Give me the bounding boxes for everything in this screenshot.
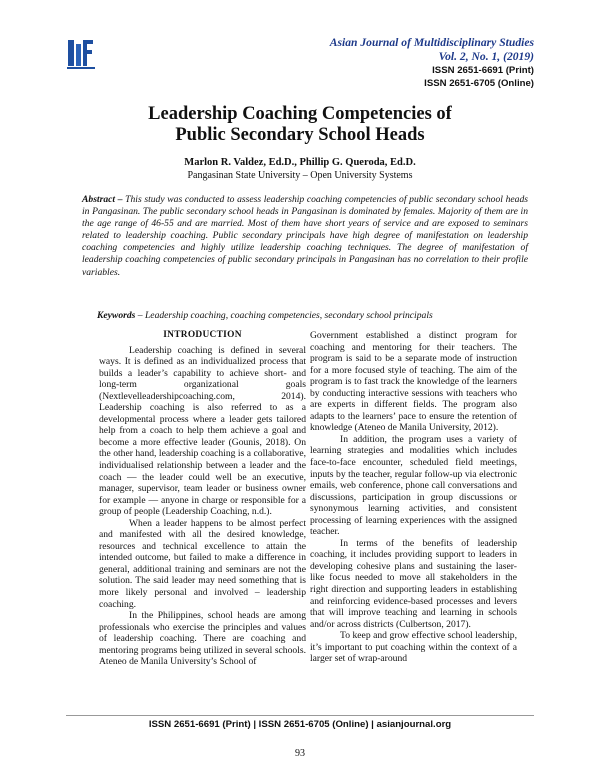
paragraph: In addition, the program uses a variety of learning strategies and modalities which includes face-to-face encounter, scheduled field meetings, inputs by the teacher, regular follow-up via electronic emails, web conference, phone call conversations and discussions, participation in group discussions or synonymous learning activities, and consistent processing of learning experiences with the assigned teacher. (310, 433, 517, 538)
journal-name: Asian Journal of Multidisciplinary Studies (329, 36, 534, 49)
paper-title-line-1: Leadership Coaching Competencies of (148, 104, 452, 124)
page-number: 93 (295, 748, 305, 759)
paragraph: When a leader happens to be almost perfect and manifested with all the desired knowledge, resources and technical excellence to attain the intended outcome, but failed to make a difference in general, additional training and seminars are not the solution. The said leader may need something that is more likely personal and involved – leadership coaching. (99, 517, 306, 610)
journal-logo (66, 36, 96, 70)
paper-title (0, 104, 600, 146)
keywords-label: Keywords (97, 310, 136, 321)
issn-print: ISSN 2651-6691 (Print) (432, 65, 534, 76)
paragraph: To keep and grow effective school leadership, it’s important to put coaching within the context of a larger set of wrap-around (310, 630, 517, 665)
footer-issn: ISSN 2651-6691 (Print) | ISSN 2651-6705 (Online) | asianjournal.org (148, 719, 452, 730)
paragraph: Leadership coaching is defined in several ways. It is defined as an individualized process that builds a leader’s capability to achieve short- and long-term organizational goals (Nextlevelleadershipcoaching.com, 2014). Leadership coaching is also referred to as a developmental process where a leader gets tailored help from a coach to help them achieve a goal and become a more effective leader (Gounis, 2018). On the other hand, leadership coaching is a collaborative, individualised relationship between a leader and the coach — the leader could well be an executive, manager, supervisor, team leader or business owner for example — anyone in charge or responsible for a group of people (Leadership Coaching, n.d.). (99, 344, 306, 518)
keywords-text: – Leadership coaching, coaching competencies, secondary school principals (135, 310, 433, 321)
affiliation: Pangasinan State University – Open University Systems (187, 170, 413, 181)
body-column-right (310, 330, 517, 665)
section-heading-introduction: INTRODUCTION (163, 330, 242, 340)
paragraph: In terms of the benefits of leadership coaching, it includes providing support to leaders in developing cohesive plans and sustaining the laser-like focus needed to move all stakeholders in the right direction and supporting leaders in establishing and reinforcing evidence-based processes and levers that will improve teaching and learning in schools and/or across districts (Culbertson, 2017). (310, 537, 517, 630)
paragraph: Government established a distinct program for coaching and mentoring for their teachers. The program is said to be a separate mode of instruction for a more focused style of teaching. The aim of the program is to fast track the knowledge of the learners by conducting interactive sessions with teachers who are experts in different fields. The program also adapts to the learners’ pace to ensure the retention of knowledge (Ateneo de Manila University, 2012). (310, 330, 517, 434)
paragraph: In the Philippines, school heads are among professionals who exercise the principles and values of leadership coaching. There are coaching and mentoring programs being utilized in several schools. Ateneo de Manila University’s School of (99, 610, 306, 668)
abstract-label: Abstract – (82, 194, 126, 205)
abstract (82, 194, 528, 279)
paper-title-line-2: Public Secondary School Heads (175, 125, 425, 145)
issn-online: ISSN 2651-6705 (Online) (424, 78, 534, 89)
body-column-left (99, 327, 306, 668)
journal-volume: Vol. 2, No. 1, (2019) (438, 50, 534, 63)
journal-logo-icon (66, 36, 96, 70)
footer-divider (66, 715, 534, 716)
keywords (97, 310, 517, 322)
journal-header (330, 36, 534, 90)
authors: Marlon R. Valdez, Ed.D., Phillip G. Queroda, Ed.D. (184, 157, 416, 168)
abstract-text: This study was conducted to assess leadership coaching competencies of public secondary school heads in Pangasinan. The public secondary school heads in Pangasinan is dominated by females. Majority of them are in the age range of 46-55 and are married. Most of them have short years of service and are exposed to seminars related to leadership coaching. Public secondary principals have high degree of manifestation on leadership coaching competencies and highly utilize leadership coaching techniques. The degree of manifestation of leadership coaching competencies of public secondary principals in Pangasinan has no correlation to their profile variables. (82, 194, 528, 278)
